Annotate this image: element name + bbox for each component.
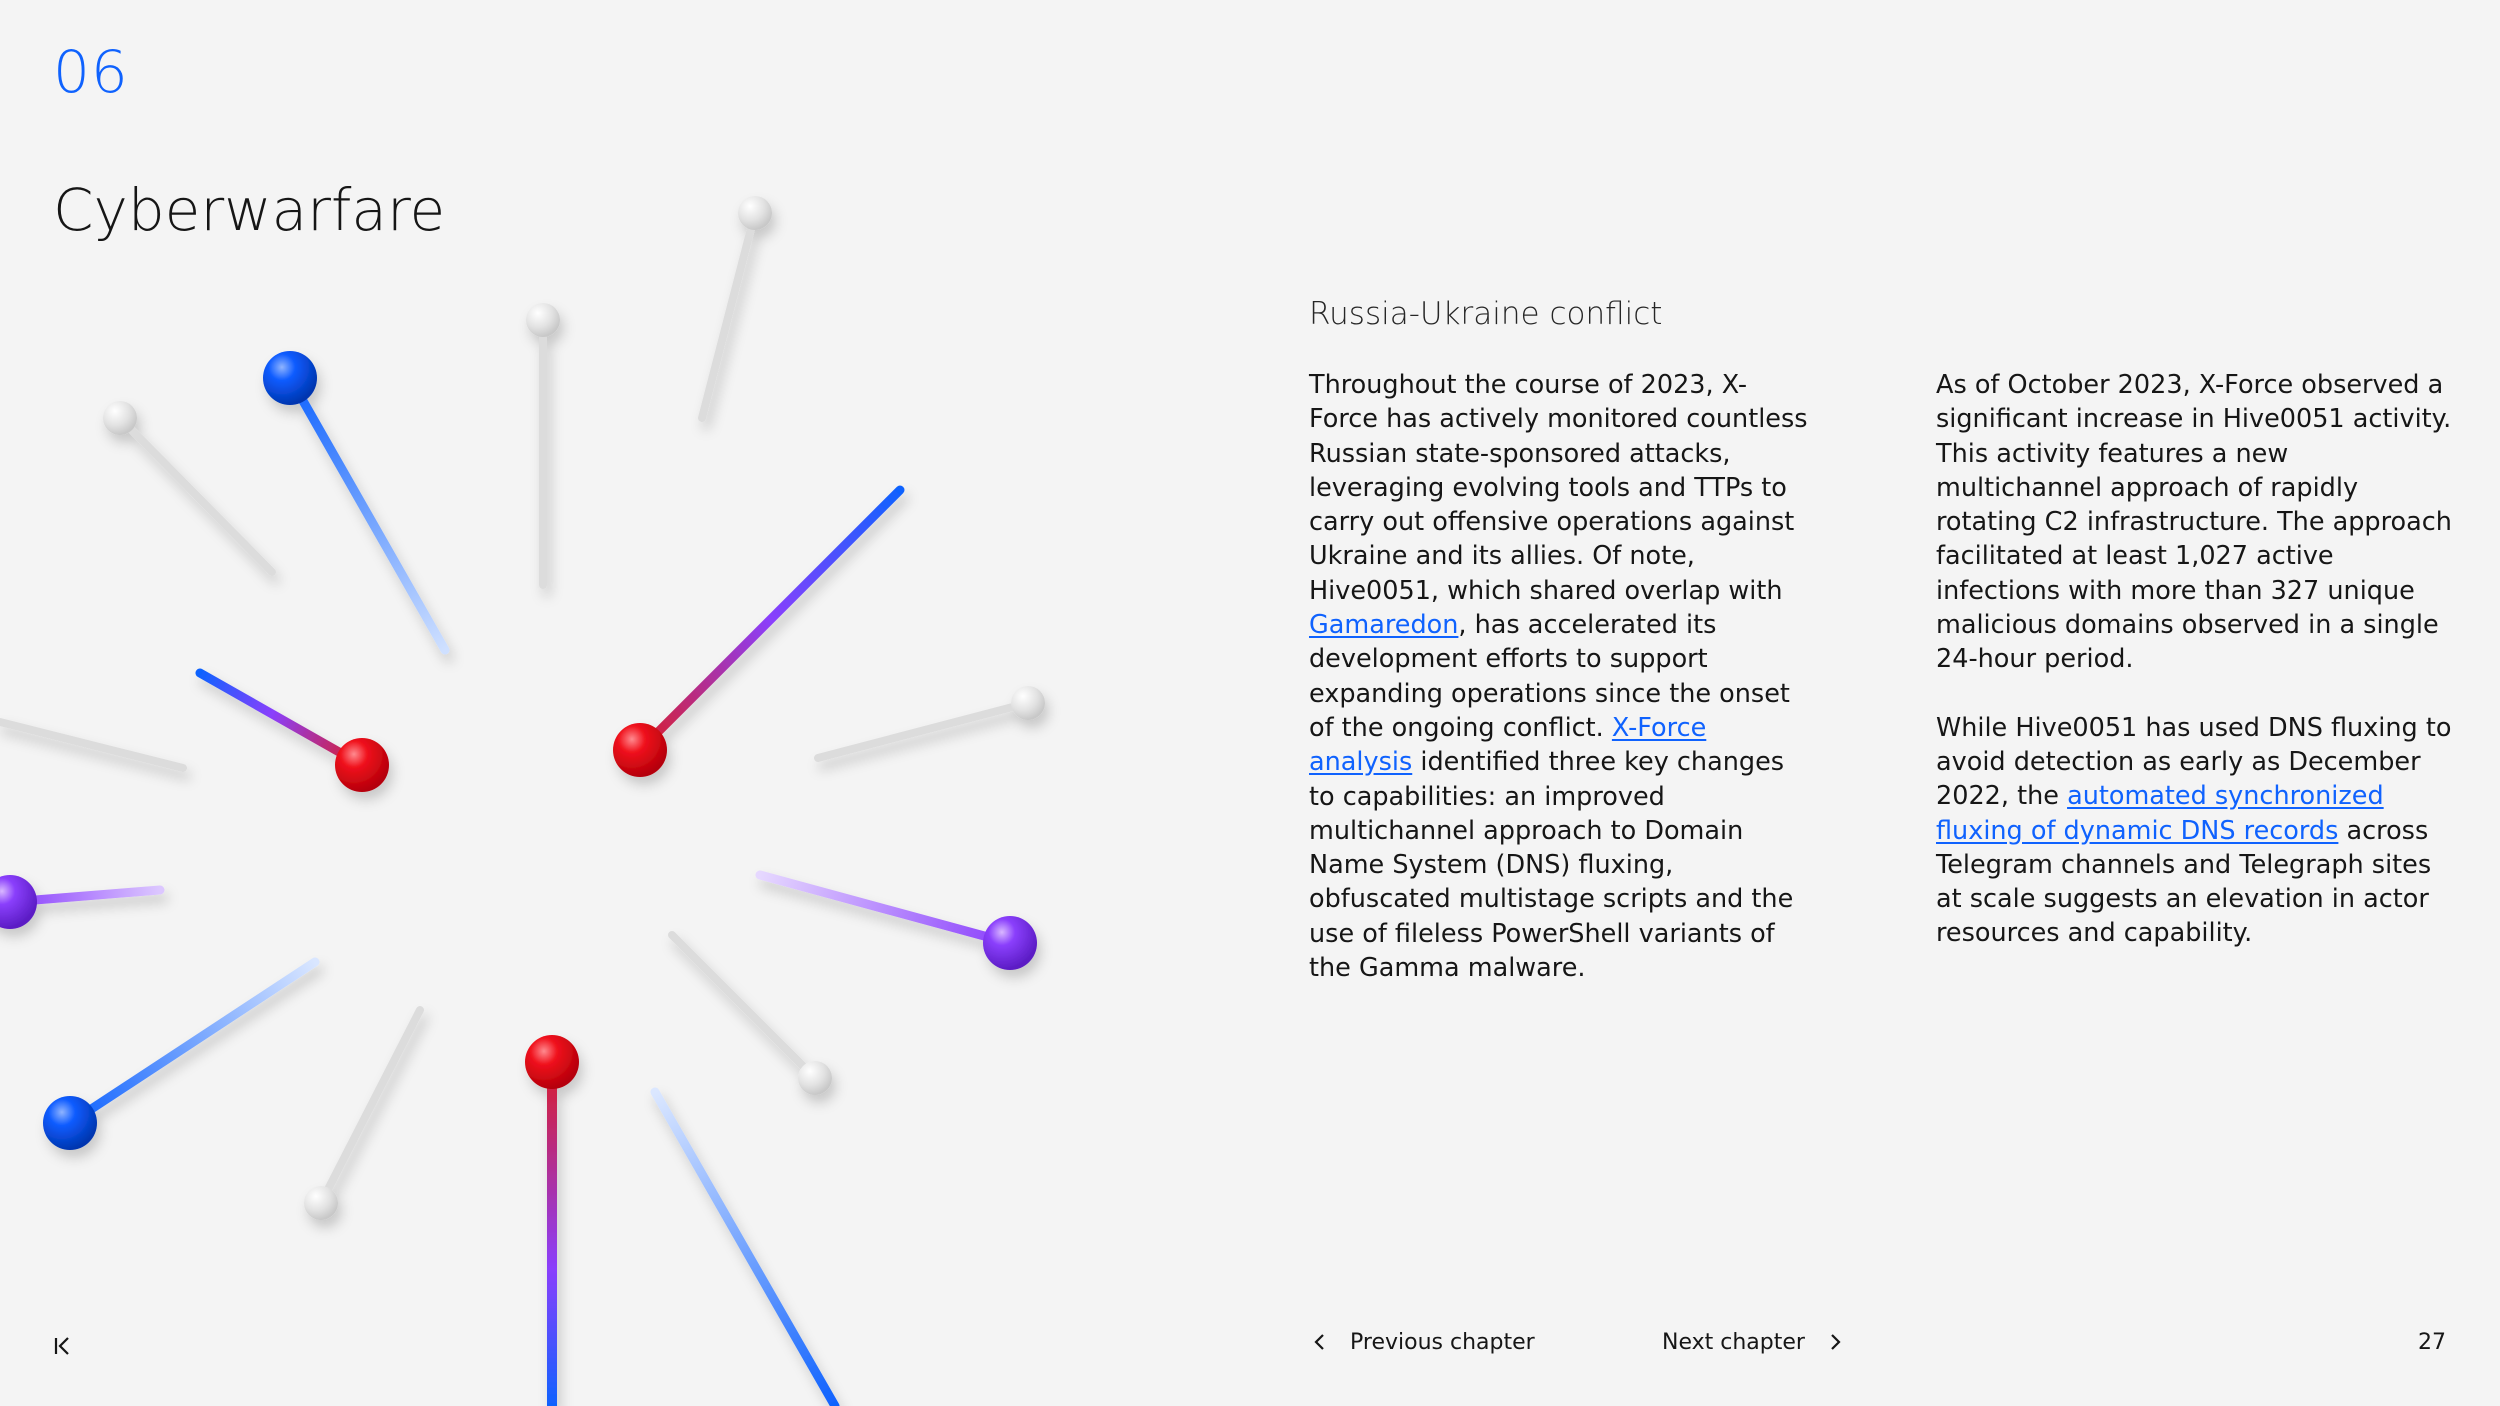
section-heading: Russia-Ukraine conflict — [1309, 296, 1663, 332]
grey-pin — [103, 401, 272, 572]
dns-records-link[interactable]: automated synchronized fluxing of dynamic DNS records — [1936, 781, 2384, 846]
grey-pin — [0, 722, 183, 768]
blue-pin — [263, 351, 445, 650]
paragraph-text: across Telegram channels and Telegraph sites at scale suggests an elevation in actor resources and capability. — [1936, 815, 2432, 949]
page-number: 27 — [2418, 1330, 2446, 1355]
pin-burst-illustration — [0, 0, 1100, 1406]
next-chapter-label: Next chapter — [1662, 1329, 1805, 1355]
grey-pin — [304, 1010, 420, 1220]
paragraph-text: , has accelerated its development efforts to support expanding operations since the onset of the ongoing conflict. — [1309, 610, 1790, 743]
red-pin — [525, 1035, 579, 1406]
paragraph — [1309, 368, 1809, 985]
chapter-title: Cyberwarfare — [53, 176, 446, 244]
purple-pin — [760, 875, 1037, 970]
red-pin — [613, 490, 900, 777]
left-text-column — [1309, 368, 1809, 1019]
xforce-analysis-link[interactable]: X-Force analysis — [1309, 712, 1707, 778]
chevron-right-icon — [1821, 1328, 1849, 1356]
chapter-number: 06 — [53, 38, 129, 106]
grey-pin — [672, 935, 832, 1095]
chevron-left-icon — [1306, 1328, 1334, 1356]
grey-pin — [526, 303, 560, 585]
next-chapter-button[interactable] — [1662, 1328, 1849, 1356]
first-page-button[interactable] — [50, 1332, 78, 1360]
paragraph-text: identified three key changes to capabilities: an improved multichannel approach to Domain Name System (DNS) fluxing, obfuscated multistage scripts and the use of fileless PowerShell variants of the Gamma malware. — [1309, 747, 1794, 984]
purple-pin — [0, 875, 160, 929]
grey-pin — [818, 686, 1045, 758]
blue-pin — [655, 1092, 835, 1406]
paragraph-text: While Hive0051 has used DNS fluxing to avoid detection as early as December 2022, the — [1936, 712, 2452, 812]
paragraph: As of October 2023, X-Force observed a significant increase in Hive0051 activity. This activity features a new multichannel approach of rapidly rotating C2 infrastructure. The approach facilitated at least 1,027 active infections with more than 327 unique malicious domains observed in a single 24-hour period. — [1936, 370, 2452, 675]
grey-pin — [702, 196, 772, 418]
blue-pin — [43, 962, 315, 1150]
paragraph-text: Throughout the course of 2023, X-Force has actively monitored countless Russian state-sponsored attacks, leveraging evolving tools and TTPs to carry out offensive operations against Ukraine and its allies. Of note, Hive0051, which shared overlap with — [1309, 370, 1808, 606]
gamaredon-link[interactable]: Gamaredon — [1309, 610, 1459, 641]
previous-chapter-button[interactable] — [1306, 1328, 1535, 1356]
previous-chapter-label: Previous chapter — [1350, 1329, 1535, 1355]
first-page-icon — [50, 1332, 78, 1360]
red-pin — [200, 673, 389, 792]
paragraph — [1936, 711, 2456, 951]
right-text-column — [1936, 368, 2456, 985]
